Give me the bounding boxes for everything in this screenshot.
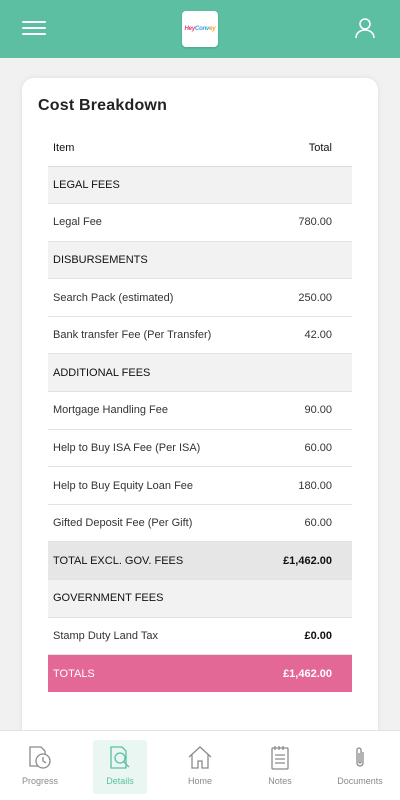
nav-label: Details <box>106 776 134 786</box>
row-label: Help to Buy ISA Fee (Per ISA) <box>48 429 259 467</box>
row-value: 42.00 <box>259 316 352 354</box>
cost-table <box>48 130 352 692</box>
totals-row <box>48 655 352 693</box>
section-label: GOVERNMENT FEES <box>48 580 352 618</box>
table-row-help-to-buy-equity <box>48 467 352 505</box>
section-label: DISBURSEMENTS <box>48 241 352 279</box>
page-title: Cost Breakdown <box>38 97 168 114</box>
row-label: Help to Buy Equity Loan Fee <box>48 467 259 505</box>
row-label: Legal Fee <box>48 204 259 242</box>
app-logo[interactable] <box>182 11 218 47</box>
table-header-row <box>48 130 352 166</box>
row-label: TOTALS <box>48 655 259 693</box>
table-row-legal-fee <box>48 204 352 242</box>
document-clock-icon <box>26 744 54 772</box>
nav-item-notes[interactable] <box>253 740 307 794</box>
row-value: £1,462.00 <box>259 655 352 693</box>
notepad-icon <box>266 744 294 772</box>
section-row-legal-fees <box>48 166 352 204</box>
section-label: ADDITIONAL FEES <box>48 354 352 392</box>
row-value: 180.00 <box>259 467 352 505</box>
row-value: 90.00 <box>259 392 352 430</box>
nav-item-progress[interactable] <box>13 740 67 794</box>
table-row-stamp-duty <box>48 617 352 655</box>
home-icon <box>186 744 214 772</box>
row-value: £1,462.00 <box>259 542 352 580</box>
table-row-mortgage-handling <box>48 392 352 430</box>
column-header-total: Total <box>259 130 352 166</box>
row-value: 60.00 <box>259 429 352 467</box>
row-value: 250.00 <box>259 279 352 317</box>
nav-label: Documents <box>337 776 383 786</box>
paperclip-icon <box>346 744 374 772</box>
nav-item-home[interactable] <box>173 740 227 794</box>
nav-label: Home <box>187 776 212 786</box>
document-search-icon <box>106 744 134 772</box>
section-row-additional-fees <box>48 354 352 392</box>
section-label: LEGAL FEES <box>48 166 352 204</box>
nav-label: Notes <box>268 776 292 786</box>
nav-item-details[interactable] <box>93 740 147 794</box>
row-label: TOTAL EXCL. GOV. FEES <box>48 542 259 580</box>
row-value: 780.00 <box>259 204 352 242</box>
logo-wordmark: HeyConvey <box>184 26 216 32</box>
section-row-government-fees <box>48 580 352 618</box>
column-header-item: Item <box>48 130 259 166</box>
nav-item-documents[interactable] <box>333 740 387 794</box>
row-value: £0.00 <box>259 617 352 655</box>
bottom-navigation <box>0 730 400 800</box>
table-row-gifted-deposit <box>48 504 352 542</box>
row-label: Gifted Deposit Fee (Per Gift) <box>48 504 259 542</box>
row-label: Bank transfer Fee (Per Transfer) <box>48 316 259 354</box>
row-value: 60.00 <box>259 504 352 542</box>
top-app-bar <box>0 0 400 58</box>
cost-breakdown-card <box>22 78 378 758</box>
hamburger-menu-icon[interactable] <box>22 19 46 37</box>
row-label: Stamp Duty Land Tax <box>48 617 259 655</box>
table-row-help-to-buy-isa <box>48 429 352 467</box>
table-row-search-pack <box>48 279 352 317</box>
user-profile-icon[interactable] <box>354 17 376 39</box>
subtotal-row-excl-gov-fees <box>48 542 352 580</box>
table-row-bank-transfer <box>48 316 352 354</box>
row-label: Search Pack (estimated) <box>48 279 259 317</box>
row-label: Mortgage Handling Fee <box>48 392 259 430</box>
nav-label: Progress <box>21 776 58 786</box>
section-row-disbursements <box>48 241 352 279</box>
